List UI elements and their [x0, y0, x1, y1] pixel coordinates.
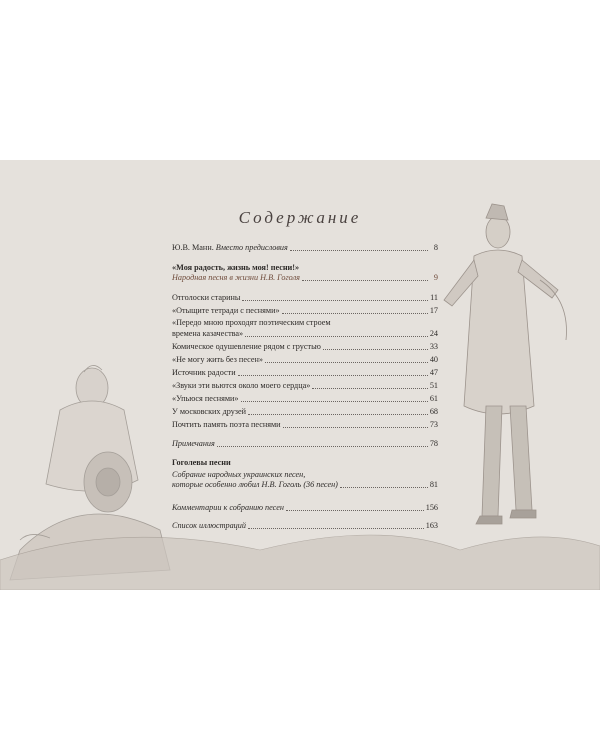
- entry-title: Комическое одушевление рядом с грустью: [172, 342, 321, 351]
- entry-title-line1: «Передо мною проходят поэтическим строем: [172, 318, 331, 327]
- toc-entry-section2-subtitle[interactable]: [172, 477, 438, 490]
- toc-entry[interactable]: [172, 290, 438, 303]
- page-number: 156: [425, 503, 438, 512]
- entry-title: «Не могу жить без песен»: [172, 355, 263, 364]
- book-page: [0, 160, 600, 590]
- page-number: 73: [429, 420, 438, 429]
- page-number: 78: [429, 439, 438, 448]
- entry-title: «Отыщите тетради с песнями»: [172, 306, 280, 315]
- entry-title: У московских друзей: [172, 407, 247, 416]
- page-number: 9: [433, 273, 438, 282]
- section1-header: «Моя радость, жизнь моя! песни!»: [172, 263, 300, 272]
- toc-entry-section1-subtitle[interactable]: [172, 270, 438, 283]
- ground-landscape: [0, 535, 600, 590]
- page-number: 24: [429, 329, 438, 338]
- toc-entry[interactable]: [172, 404, 438, 417]
- entry-title: «Звуки эти вьются около моего сердца»: [172, 381, 311, 390]
- toc-entry[interactable]: [172, 391, 438, 404]
- page-number: 47: [429, 368, 438, 377]
- section2-header: Гоголевы песни: [172, 458, 231, 467]
- intro-title: Вместо предисловия: [215, 243, 288, 252]
- entry-title: Источник радости: [172, 368, 236, 377]
- page-number: 68: [429, 407, 438, 416]
- entry-title: Почтить память поэта песнями: [172, 420, 281, 429]
- toc-entry[interactable]: [172, 352, 438, 365]
- page-number: 11: [430, 293, 438, 302]
- entry-title: Примечания: [172, 439, 215, 448]
- cossack-figure: [444, 204, 566, 524]
- toc-entry[interactable]: [172, 326, 438, 339]
- toc-entry-intro[interactable]: [172, 240, 438, 253]
- page-number: 51: [429, 381, 438, 390]
- entry-title: Народная песня в жизни Н.В. Гоголя: [172, 273, 300, 282]
- page-number: 17: [429, 306, 438, 315]
- section2-subtitle-line1: Собрание народных украинских песен,: [172, 470, 306, 479]
- entry-title: времена казачества»: [172, 329, 244, 338]
- page-number: 33: [429, 342, 438, 351]
- entry-title: Список иллюстраций: [172, 521, 246, 530]
- entry-title: «Упьюся песнями»: [172, 394, 239, 403]
- entry-title: Отголоски старины: [172, 293, 241, 302]
- page-number: 61: [429, 394, 438, 403]
- page-number: 40: [429, 355, 438, 364]
- page-title: Содержание: [238, 208, 362, 227]
- entry-title: Комментарии к собранию песен: [172, 503, 284, 512]
- page-number: 8: [433, 243, 438, 252]
- toc-entry[interactable]: [172, 417, 438, 430]
- toc-entry[interactable]: [172, 378, 438, 391]
- entry-title: которые особенно любил Н.В. Гоголь (36 песен): [172, 480, 338, 489]
- page-number: 163: [425, 521, 438, 530]
- toc-entry-commentary[interactable]: [172, 500, 438, 513]
- toc-entry[interactable]: [172, 339, 438, 352]
- page-number: 81: [429, 480, 438, 489]
- toc-entry-notes[interactable]: [172, 436, 438, 449]
- toc-entry-illustrations[interactable]: [172, 518, 438, 531]
- toc-entry[interactable]: [172, 303, 438, 316]
- toc-entry[interactable]: [172, 365, 438, 378]
- intro-author: Ю.В. Манн.: [172, 243, 214, 252]
